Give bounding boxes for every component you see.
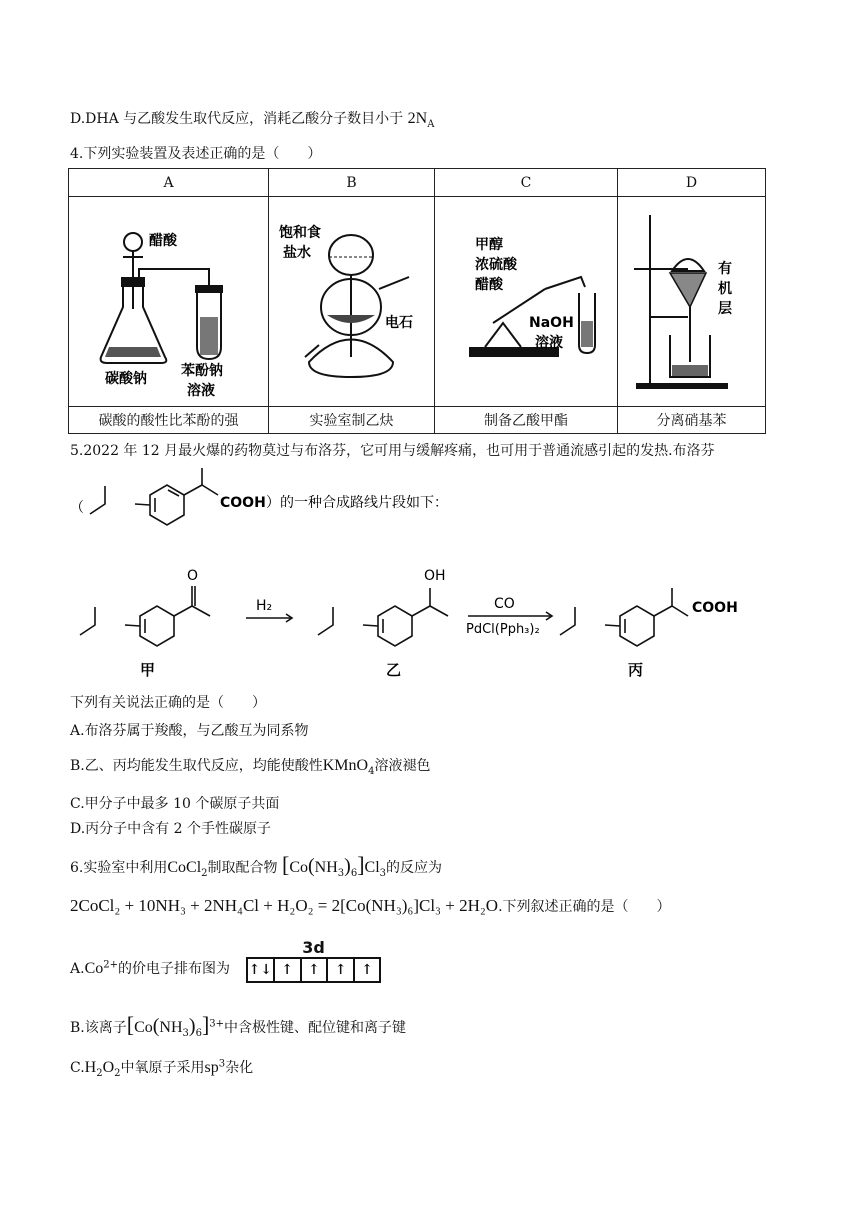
svg-text:碳酸钠: 碳酸钠 bbox=[105, 371, 147, 387]
q6-option-a: $A.Co^{2+}$的价电子排布图为 bbox=[70, 959, 230, 977]
svg-text:乙: 乙 bbox=[386, 661, 402, 679]
caption-a: 碳酸的酸性比苯酚的强 bbox=[69, 407, 269, 434]
q4-stem: 4.下列实验装置及表述正确的是（ ） bbox=[70, 146, 322, 162]
caption-b: 实验室制乙炔 bbox=[269, 407, 435, 434]
q5-stem: 5.2022 年 12 月最火爆的药物莫过与布洛芬，它可用与缓解疼痛，也可用于普通流感引起的发热.布洛芬 bbox=[70, 443, 715, 459]
apparatus-a-figure bbox=[69, 197, 268, 402]
q6-option-b: B.该离子$[Co(NH_3)_6]^{3+}$中含极性键、配位键和离子键 bbox=[70, 1012, 407, 1039]
apparatus-c-figure bbox=[435, 197, 617, 402]
apparatus-a bbox=[69, 197, 269, 407]
svg-text:丙: 丙 bbox=[628, 661, 644, 679]
svg-text:甲: 甲 bbox=[140, 661, 156, 679]
svg-text:溶液: 溶液 bbox=[187, 383, 215, 399]
caption-c: 制备乙酸甲酯 bbox=[435, 407, 618, 434]
col-header-c: C bbox=[435, 169, 618, 197]
col-header-a: A bbox=[69, 169, 269, 197]
orbital-diagram bbox=[246, 938, 381, 983]
svg-text:盐水: 盐水 bbox=[283, 245, 311, 261]
svg-text:苯酚钠: 苯酚钠 bbox=[181, 363, 223, 379]
svg-text:醋酸: 醋酸 bbox=[475, 277, 503, 293]
q4-apparatus-table bbox=[68, 168, 766, 434]
ibuprofen-structure bbox=[70, 462, 470, 550]
route-tail: ）的一种合成路线片段如下： bbox=[266, 495, 448, 511]
svg-text:溶液: 溶液 bbox=[535, 335, 563, 351]
q6-equation: 2CoCl₂ + 10NH₃ + 2NH₄Cl + H₂O₂ = 2[Co(NH₃)₆]Cl₃ + 2H₂O.下列叙述正确的是（ ） bbox=[70, 896, 671, 915]
q5-question: 下列有关说法正确的是（ ） bbox=[70, 695, 266, 711]
open-paren: （ bbox=[70, 500, 84, 516]
svg-text:NaOH: NaOH bbox=[529, 315, 574, 331]
orbital-label: 3d bbox=[302, 938, 325, 957]
compound-bing bbox=[560, 588, 738, 646]
svg-text:O: O bbox=[187, 568, 199, 584]
orbital-box: ↑ bbox=[302, 959, 329, 981]
svg-text:CO: CO bbox=[494, 596, 515, 612]
apparatus-d bbox=[618, 197, 766, 407]
col-header-d: D bbox=[618, 169, 766, 197]
svg-text:浓硫酸: 浓硫酸 bbox=[475, 257, 517, 273]
q6-option-c: $C.H_2O_2$中氧原子采用$sp^3$杂化 bbox=[70, 1058, 254, 1079]
orbital-box: ↑ bbox=[328, 959, 355, 981]
svg-text:机: 机 bbox=[718, 281, 732, 297]
svg-text:饱和食: 饱和食 bbox=[279, 225, 321, 241]
label-acetic: 醋酸 bbox=[149, 233, 177, 249]
svg-text:甲醇: 甲醇 bbox=[475, 237, 503, 253]
q5-option-a: A.布洛芬属于羧酸，与乙酸互为同系物 bbox=[70, 723, 309, 739]
svg-text:有: 有 bbox=[718, 261, 732, 277]
svg-text:H₂: H₂ bbox=[256, 598, 273, 614]
svg-text:层: 层 bbox=[718, 301, 732, 317]
orbital-box: ↑↓ bbox=[248, 959, 275, 981]
col-header-b: B bbox=[269, 169, 435, 197]
compound-yi bbox=[318, 568, 448, 646]
svg-text:PdCl(Pph₃)₂: PdCl(Pph₃)₂ bbox=[466, 622, 540, 637]
q5-option-c: C.甲分子中最多 10 个碳原子共面 bbox=[70, 796, 280, 812]
svg-text:COOH: COOH bbox=[692, 600, 738, 616]
svg-text:OH: OH bbox=[424, 568, 446, 584]
q6-stem: 6.实验室中利用CoCl$_2$制取配合物 $[Co(NH_3)_6]Cl_3$的反应为 bbox=[70, 852, 443, 879]
orbital-box: ↑ bbox=[275, 959, 302, 981]
apparatus-d-figure bbox=[618, 197, 765, 402]
q5-option-b: B.乙、丙均能发生取代反应，均能使酸性KMnO$_4$溶液褪色 bbox=[70, 757, 431, 777]
apparatus-c bbox=[435, 197, 618, 407]
compound-jia bbox=[80, 568, 210, 646]
q5-option-d: D.丙分子中含有 2 个手性碳原子 bbox=[70, 821, 271, 837]
caption-d: 分离硝基苯 bbox=[618, 407, 766, 434]
funnel-bulb bbox=[124, 233, 142, 251]
cooh-label: COOH bbox=[220, 495, 266, 511]
q3-option-d: D.DHA 与乙酸发生取代反应，消耗乙酸分子数目小于 $2N_A$ bbox=[70, 110, 435, 130]
apparatus-b-figure bbox=[269, 197, 434, 402]
orbital-box: ↑ bbox=[361, 962, 373, 978]
svg-text:电石: 电石 bbox=[385, 315, 413, 331]
apparatus-b bbox=[269, 197, 435, 407]
synthesis-route bbox=[70, 560, 790, 685]
